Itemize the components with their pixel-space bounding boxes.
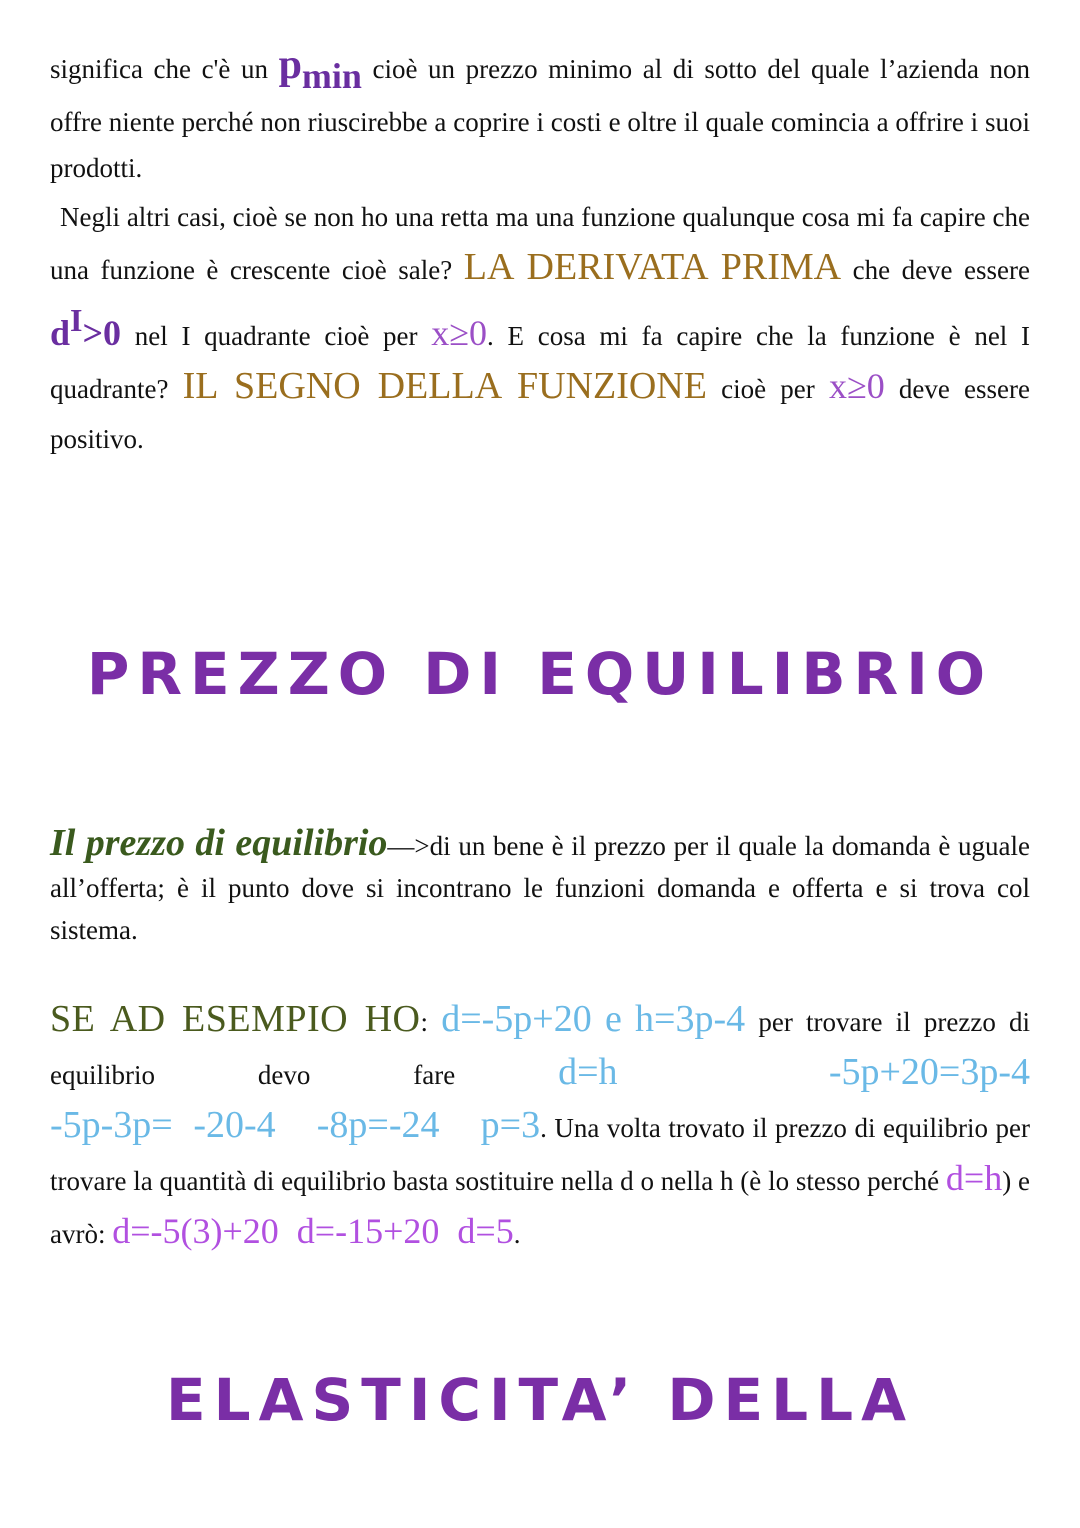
text: : <box>420 1007 428 1037</box>
derivative-symbol: $d^I>0$ <box>50 302 121 353</box>
paragraph-derivata <box>50 192 1030 464</box>
text: l’azienda non offre niente perché non riuscirebbe a coprire i costi e oltre il quale comincia a offrire i suoi prodotti. <box>50 54 1031 183</box>
text: di un bene è il prezzo per il quale la domanda è uguale all’offerta; è il punto dove si incontrano le funzioni domanda e offerta e si trova col sistema. <box>50 831 1030 945</box>
text: per trovare il prezzo di equilibrio devo fare <box>50 1007 1031 1090</box>
paragraph-definizione <box>50 822 1030 951</box>
text: che deve essere <box>852 255 1030 285</box>
text: Negli altri casi, cioè se non ho una retta ma una funzione qualunque cosa mi fa capire che una funzione è crescente cioè sale? <box>50 202 1030 285</box>
section-heading-prezzo-equilibrio: PREZZO DI EQUILIBRIO <box>86 640 994 708</box>
text: deve essere positivo. <box>50 374 1031 454</box>
text: . Una volta trovato il prezzo di equilibrio per trovare la quantità di equilibrio basta sostituire nella d o nella h (è lo stesso perché <box>50 1113 1030 1196</box>
equation-offerta: h=3p-4 <box>635 998 746 1040</box>
equation-soluzione: -5p-3p= -20-4 -8p=-24 p=3 <box>50 1104 541 1146</box>
pmin-symbol: $p_{min}$ <box>278 42 362 96</box>
term-prezzo-equilibrio: Il prezzo di equilibrio <box>50 822 388 864</box>
highlight-segno: IL SEGNO DELLA FUNZIONE <box>182 365 707 407</box>
text: ) e avrò: <box>50 1166 1031 1249</box>
text: significa che c'è un <box>50 54 268 84</box>
text: nel I quadrante cioè per <box>134 321 418 351</box>
text: cioè per <box>721 374 815 404</box>
equation-quantita: d=-5(3)+20 d=-15+20 d=5 <box>112 1211 514 1251</box>
section-heading-elasticita: ELASTICITA’ DELLA <box>166 1366 914 1434</box>
text: cioè un prezzo minimo al di sotto del quale <box>372 54 870 84</box>
highlight-derivata: LA DERIVATA PRIMA <box>463 246 842 288</box>
arrow: —> <box>387 831 430 861</box>
text: . <box>513 1219 521 1249</box>
text: e <box>604 998 622 1040</box>
condition-x: x≥0 <box>431 313 488 353</box>
example-intro: SE AD ESEMPIO HO <box>50 998 421 1040</box>
paragraph-esempio <box>50 994 1030 1259</box>
equation-sistema: d=h -5p+20=3p-4 <box>558 1051 1030 1093</box>
equation-dh: d=h <box>945 1158 1003 1198</box>
condition-x: x≥0 <box>828 366 885 406</box>
paragraph-pmin <box>50 42 1030 191</box>
equation-domanda: d=-5p+20 <box>441 998 592 1040</box>
text: . E cosa mi fa capire che la funzione è nel I quadrante? <box>50 321 1031 404</box>
